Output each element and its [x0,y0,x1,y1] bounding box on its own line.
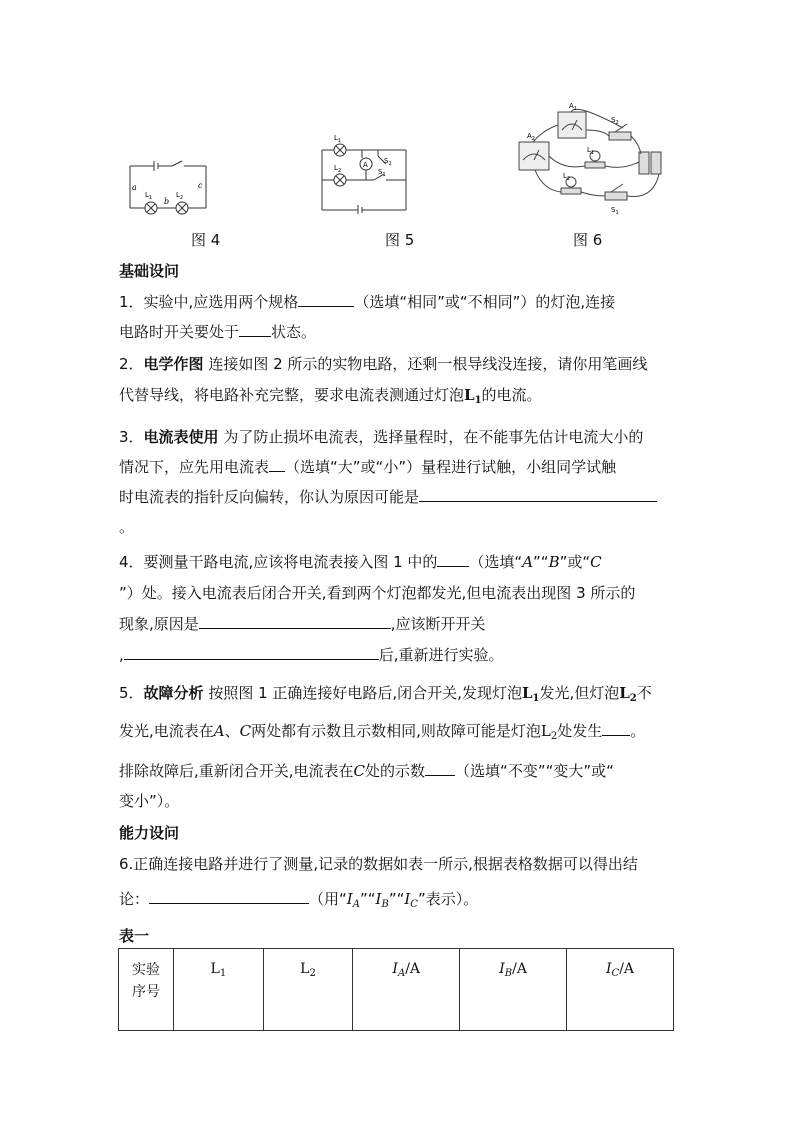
q3-number: 3． [119,428,144,446]
question-6-line-1: 6.正确连接电路并进行了测量,记录的数据如表一所示,根据表格数据可以得出结 [119,855,638,873]
question-3-line-1 [119,426,643,447]
question-5-line-2 [119,720,645,742]
label-s1: $S_1$ [611,206,619,215]
q2-tag: 电学作图 [143,355,204,373]
q5-text-g: 处发生 [557,722,603,740]
q2-number: 2． [119,355,144,373]
q4-text-a: 4．要测量干路电流,应该将电流表接入图 1 中的 [119,553,438,571]
q5-tag: 故障分析 [143,684,204,702]
q2-text-a: 连接如图 2 所示的实物电路，还剩一根导线没连接，请你用笔画线 [203,355,648,373]
question-2-line-1 [119,353,647,374]
q5-text-b: 发光,但灯泡 [539,684,620,702]
q6-text-f: ”表示）。 [417,890,479,908]
q3-tag: 电流表使用 [143,428,219,446]
table-title: 表一 [119,927,150,945]
q1-blank-1[interactable] [298,292,354,307]
question-5-line-3 [119,760,614,781]
q5-number: 5． [119,684,144,702]
symbol-b: B [548,553,560,571]
question-1-line-1 [119,291,615,312]
symbol-ia: $I_A$ [346,890,360,910]
q3-text-a: 为了防止损坏电流表，选择量程时，在不能事先估计电流大小的 [218,428,644,446]
label-s2: $S_2$ [384,157,392,167]
section-heading-ability: 能力设问 [119,824,180,842]
q6-text-b: 论： [119,890,150,908]
label-l2: $L_2$ [334,164,342,174]
q4-text-i: 后,重新进行实验。 [378,646,504,664]
question-4-line-3 [119,613,486,634]
q4-text-f: 现象,原因是 [119,615,199,633]
q4-blank-2[interactable] [199,614,391,629]
symbol-c: C [239,722,252,740]
question-4-line-4 [119,644,504,665]
q5-text-c: 不 [636,684,652,702]
q5-text-k: （选填“不变”“变大”或“ [455,762,614,780]
q4-blank-3[interactable] [124,645,379,660]
q4-text-h: , [119,646,124,664]
label-l1: $L_1$ [145,191,153,201]
q5-text-a: 按照图 1 正确连接好电路后,闭合开关,发现灯泡 [203,684,522,702]
label-s1: $S_1$ [378,168,386,178]
header-ib: $I_B/A$ [460,949,567,1031]
q2-text-c: 的电流。 [481,386,542,404]
q6-blank-1[interactable] [149,889,309,904]
header-l2: $L_2$ [263,949,353,1031]
figure-4-caption: 图 4 [191,231,221,249]
q5-text-i: 排除故障后,重新闭合开关,电流表在 [119,762,354,780]
q2-text-b: 代替导线，将电路补充完整，要求电流表测通过灯泡 [119,386,465,404]
ammeter-label: A [363,161,368,169]
question-4-line-1 [119,551,602,572]
label-a1: $A_1$ [569,102,577,112]
q5-text-j: 处的示数 [365,762,426,780]
q4-text-d: ”或“ [559,553,591,571]
data-table [118,948,674,1031]
q6-text-e: ”“ [388,890,405,908]
q5-blank-1[interactable] [602,721,630,736]
symbol-ib: $I_B$ [375,890,389,910]
question-3-line-4: 。 [119,518,135,536]
figure-4-circuit [128,156,208,218]
figure-5-caption: 图 5 [385,231,415,249]
symbol-l1: $L_1$ [464,386,482,406]
label-a2: $A_2$ [527,132,535,142]
label-l2: $L_2$ [176,191,184,201]
question-3-line-2 [119,456,616,477]
symbol-c: C [353,762,366,780]
q3-blank-2[interactable] [419,487,657,502]
symbol-a: A [522,553,534,571]
label-s2: $S_2$ [611,116,619,126]
symbol-a: A [213,722,225,740]
q3-text-c: （选填“大”或“小”）量程进行试触，小组同学试触 [285,458,617,476]
question-2-line-2 [119,384,542,406]
symbol-l2: $L_2$ [540,722,558,742]
section-heading-basic: 基础设问 [119,262,180,280]
q6-text-d: ”“ [359,890,376,908]
q1-blank-2[interactable] [239,322,271,337]
question-4-line-2: ”）处。接入电流表后闭合开关,看到两个灯泡都发光,但电流表出现图 3 所示的 [119,584,636,602]
header-trial-number: 实验 序号 [119,949,174,1031]
symbol-l1: $L_1$ [521,684,540,704]
q4-text-g: ,应该断开开关 [390,615,486,633]
q5-text-d: 发光,电流表在 [119,722,214,740]
q5-text-h: 。 [630,722,646,740]
label-l1: $L_1$ [334,134,342,144]
figure-5-circuit [318,130,410,214]
q1-text-d: 状态。 [271,323,317,341]
figure-6-physical-circuit [513,100,673,215]
q1-text-b: （选填“相同”或“不相同”）的灯泡,连接 [354,293,616,311]
q5-text-e: 、 [224,722,240,740]
q3-blank-1[interactable] [269,457,285,472]
header-l1: $L_1$ [174,949,264,1031]
symbol-l2: $L_2$ [619,684,637,704]
question-1-line-2 [119,321,316,342]
q1-text-c: 电路时开关要处于 [119,323,240,341]
label-l2: $L_2$ [563,172,571,182]
table-header-row [119,949,674,1031]
q6-text-c: （用“ [309,890,347,908]
question-5-line-4: 变小”）。 [119,792,180,810]
question-6-line-2 [119,888,478,910]
q4-blank-1[interactable] [437,552,469,567]
header-ia: $I_A/A$ [353,949,460,1031]
label-b: b [164,197,170,206]
symbol-ic: $I_C$ [404,890,418,910]
q5-text-f: 两处都有示数且示数相同,则故障可能是灯泡 [251,722,541,740]
q3-text-d: 时电流表的指针反向偏转，你认为原因可能是 [119,488,420,506]
label-c: c [198,181,203,190]
q4-text-b: （选填“ [469,553,523,571]
question-5-line-1 [119,682,652,704]
header-ic: $I_C/A$ [567,949,674,1031]
label-l1: $L_1$ [587,146,595,156]
question-3-line-3 [119,486,657,507]
q4-text-c: ”“ [533,553,549,571]
q5-blank-2[interactable] [425,761,455,776]
symbol-c: C [590,553,602,571]
q3-text-b: 情况下，应先用电流表 [119,458,270,476]
q1-text-a: 1．实验中,应选用两个规格 [119,293,299,311]
label-a: a [132,183,137,192]
figure-6-caption: 图 6 [573,231,603,249]
